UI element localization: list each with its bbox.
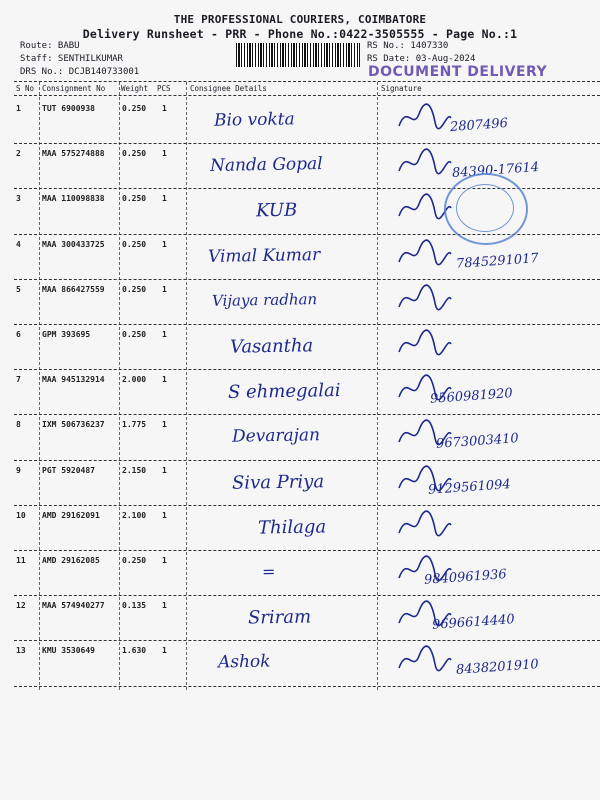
header-top-rule — [14, 81, 600, 82]
staff-label: Staff: SENTHILKUMAR — [20, 54, 123, 64]
meta-right — [367, 40, 475, 66]
signature-scribble — [395, 371, 455, 407]
row-separator — [14, 550, 600, 551]
row-consignee-name: Nanda Gopal — [209, 154, 323, 176]
row-consignment-no: IXM 506736237 — [42, 420, 105, 429]
row-pcs: 1 — [162, 420, 167, 429]
signature-scribble — [395, 552, 455, 588]
signature-scribble — [395, 145, 455, 181]
row-sno: 2 — [16, 149, 21, 158]
meta-left — [20, 40, 139, 79]
row-signature-phone: 84390-17614 — [451, 159, 540, 182]
row-separator — [14, 640, 600, 641]
signature-scribble — [395, 236, 455, 272]
col-signature-header: Signature — [381, 84, 422, 93]
row-consignee-name: Ashok — [217, 651, 271, 673]
row-sno: 6 — [16, 330, 21, 339]
row-separator — [14, 324, 600, 325]
row-pcs: 1 — [162, 149, 167, 158]
row-pcs: 1 — [162, 194, 167, 203]
row-signature-phone: 7845291017 — [455, 251, 540, 272]
row-consignee-name: Vijaya radhan — [211, 290, 318, 310]
row-weight: 0.250 — [122, 149, 147, 158]
row-sno: 4 — [16, 240, 21, 249]
row-consignment-no: MAA 300433725 — [42, 240, 105, 249]
barcode-image — [236, 43, 360, 67]
row-weight: 0.135 — [122, 601, 147, 610]
row-sno: 3 — [16, 194, 21, 203]
row-consignment-no: MAA 110098838 — [42, 194, 105, 203]
row-sno: 8 — [16, 420, 21, 429]
row-consignee-name: Siva Priya — [231, 471, 325, 494]
row-signature-phone: 9560981920 — [429, 386, 514, 407]
row-separator — [14, 279, 600, 280]
row-weight: 2.150 — [122, 466, 147, 475]
document-delivery-stamp: DOCUMENT DELIVERY — [368, 64, 548, 80]
row-sno: 7 — [16, 375, 21, 384]
row-weight: 0.250 — [122, 330, 147, 339]
row-signature-phone: 9840961936 — [423, 567, 508, 588]
row-sno: 1 — [16, 104, 21, 113]
signature-scribble — [395, 416, 455, 452]
row-consignment-no: GPM 393695 — [42, 330, 91, 339]
row-consignee-name: Vimal Kumar — [207, 245, 321, 267]
signature-scribble — [395, 507, 455, 543]
row-consignee-name: Thilaga — [257, 516, 327, 539]
row-weight: 0.250 — [122, 285, 147, 294]
row-pcs: 1 — [162, 466, 167, 475]
col-sno-header: S No — [16, 84, 35, 93]
row-consignment-no: MAA 945132914 — [42, 375, 105, 384]
row-pcs: 1 — [162, 240, 167, 249]
row-weight: 0.250 — [122, 240, 147, 249]
row-pcs: 1 — [162, 601, 167, 610]
rs-no-label: RS No.: 1407330 — [367, 41, 449, 51]
row-consignment-no: AMD 29162085 — [42, 556, 100, 565]
col-divider — [39, 82, 40, 690]
row-consignment-no: AMD 29162091 — [42, 511, 100, 520]
row-pcs: 1 — [162, 646, 167, 655]
row-consignee-name: Sriram — [247, 606, 312, 629]
row-sno: 12 — [16, 601, 26, 610]
col-consignee-header: Consignee Details — [190, 84, 267, 93]
row-sno: 9 — [16, 466, 21, 475]
row-consignee-name: = — [261, 561, 276, 582]
row-sno: 13 — [16, 646, 26, 655]
row-pcs: 1 — [162, 511, 167, 520]
row-consignment-no: MAA 866427559 — [42, 285, 105, 294]
row-pcs: 1 — [162, 104, 167, 113]
row-signature-phone: 8438201910 — [455, 657, 540, 678]
row-consignee-name: Bio vokta — [213, 109, 295, 131]
col-pcs-header: PCS — [157, 84, 171, 93]
row-weight: 0.250 — [122, 194, 147, 203]
row-sno: 5 — [16, 285, 21, 294]
signature-scribble — [395, 281, 455, 317]
signature-scribble — [395, 597, 455, 633]
company-title: THE PROFESSIONAL COURIERS, COIMBATORE — [173, 13, 427, 26]
signature-scribble — [395, 100, 455, 136]
signature-scribble — [395, 326, 455, 362]
signature-scribble — [395, 462, 455, 498]
row-weight: 1.630 — [122, 646, 147, 655]
row-consignment-no: MAA 575274888 — [42, 149, 105, 158]
row-sno: 10 — [16, 511, 26, 520]
row-weight: 0.250 — [122, 556, 147, 565]
row-consignment-no: TUT 6900938 — [42, 104, 95, 113]
row-signature-phone: 9673003410 — [435, 431, 520, 452]
row-pcs: 1 — [162, 285, 167, 294]
row-pcs: 1 — [162, 375, 167, 384]
row-weight: 1.775 — [122, 420, 147, 429]
row-signature-phone: 9129561094 — [427, 477, 512, 498]
row-consignee-name: KUB — [255, 199, 298, 222]
row-pcs: 1 — [162, 330, 167, 339]
col-weight-header: Weight — [121, 84, 149, 93]
signature-scribble — [395, 642, 455, 678]
row-weight: 0.250 — [122, 104, 147, 113]
row-sno: 11 — [16, 556, 26, 565]
row-signature-phone: 9696614440 — [431, 612, 516, 633]
row-signature-phone: 2807496 — [449, 115, 509, 136]
col-consignment-header: Consignment No — [42, 84, 106, 93]
row-separator — [14, 505, 600, 506]
row-separator — [14, 369, 600, 370]
row-separator — [14, 686, 600, 687]
row-separator — [14, 143, 600, 144]
row-consignment-no: MAA 574940277 — [42, 601, 105, 610]
col-divider — [119, 82, 120, 690]
row-consignee-name: Vasantha — [229, 335, 314, 358]
runsheet-subtitle: Delivery Runsheet - PRR - Phone No.:0422-3505555 - Page No.:1 — [82, 27, 518, 41]
header-bottom-rule — [14, 95, 600, 96]
rs-date-label: RS Date: 03-Aug-2024 — [367, 54, 476, 64]
round-seal-stamp — [444, 173, 528, 245]
route-label: Route: BABU — [20, 41, 80, 51]
row-consignment-no: KMU 3530649 — [42, 646, 95, 655]
row-weight: 2.100 — [122, 511, 147, 520]
row-consignment-no: PGT 5920487 — [42, 466, 95, 475]
col-divider — [377, 82, 378, 690]
row-separator — [14, 595, 600, 596]
col-divider — [186, 82, 187, 690]
row-pcs: 1 — [162, 556, 167, 565]
row-separator — [14, 460, 600, 461]
row-weight: 2.000 — [122, 375, 147, 384]
row-consignee-name: S ehmegalai — [227, 380, 341, 403]
row-consignee-name: Devarajan — [231, 425, 321, 447]
drs-label: DRS No.: DCJB140733001 — [20, 67, 140, 77]
row-separator — [14, 414, 600, 415]
